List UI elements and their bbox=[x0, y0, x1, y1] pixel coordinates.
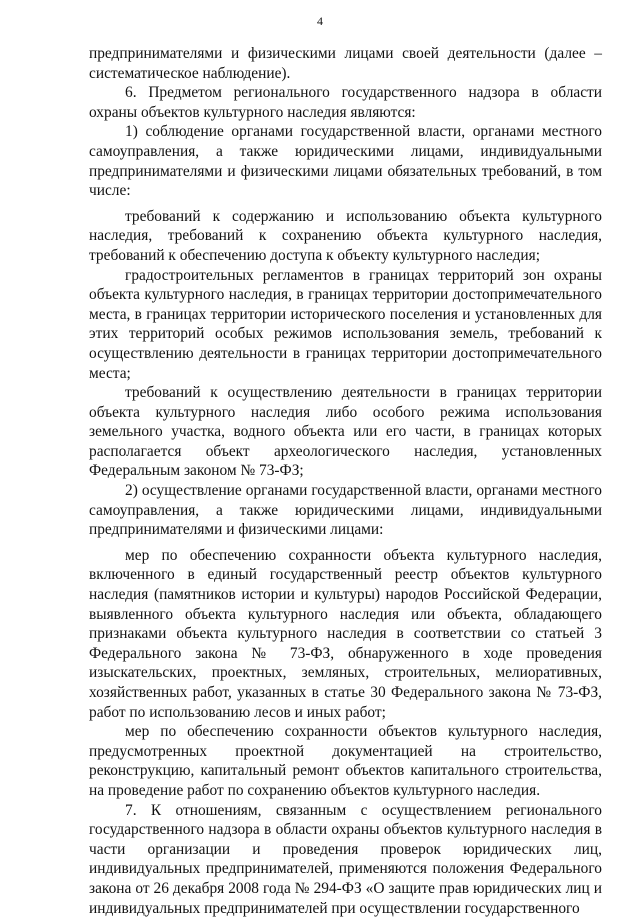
paragraph-urban-regulations: градостроительных регламентов в границах территорий зон охраны объекта культурного наследия, в границах территории достопримечательного места, в границах территории исторического поселения и установленных для этих территорий особых режимов использования земель, требований к осуществлению деятельности в границах территории достопримечательного места; bbox=[89, 266, 602, 382]
body-text bbox=[89, 44, 602, 918]
paragraph-item-7: 7. К отношениям, связанным с осуществлением регионального государственного надзора в области охраны объектов культурного наследия в части организации и проведения проверок юридических лиц, индивидуальных предпринимателей, применяются положения Федерального закона от 26 декабря 2008 года № 294-ФЗ «О защите прав юридических лиц и индивидуальных предпринимателей при осуществлении государственного bbox=[89, 801, 602, 917]
paragraph-subitem-2: 2) осуществление органами государственной власти, органами местного самоуправления, а также юридическими лицами, индивидуальными предпринимателями и физическими лицами: bbox=[89, 482, 602, 539]
paragraph-requirements-activity: требований к осуществлению деятельности в границах территории объекта культурного наследия либо особого режима использования земельного участка, водного объекта или его части, в границах которых располагается объект археологического наследия, установленных Федеральным законом № 73-ФЗ; bbox=[89, 384, 602, 480]
paragraph-subitem-1: 1) соблюдение органами государственной власти, органами местного самоуправления, а также юридическими лицами, индивидуальными предпринимателями и физическими лицами обязательных требований, в том числе: bbox=[89, 123, 602, 200]
paragraph-continuation: предпринимателями и физическими лицами своей деятельности (далее – систематическое наблюдение). bbox=[89, 45, 602, 82]
page-number: 4 bbox=[317, 14, 323, 28]
paragraph-item-6: 6. Предметом регионального государственного надзора в области охраны объектов культурного наследия являются: bbox=[89, 84, 602, 121]
paragraph-requirements-maintenance: требований к содержанию и использованию объекта культурного наследия, требований к сохранению объекта культурного наследия, требований к обеспечению доступа к объекту культурного наследия; bbox=[89, 207, 602, 264]
paragraph-preservation-project: мер по обеспечению сохранности объектов культурного наследия, предусмотренных проектной документацией на строительство, реконструкцию, капитальный ремонт объектов капитального строительства, на проведение работ по сохранению объектов культурного наследия. bbox=[89, 723, 602, 799]
paragraph-preservation-measures: мер по обеспечению сохранности объекта культурного наследия, включенного в единый государственный реестр объектов культурного наследия (памятников истории и культуры) народов Российской Федерации, выявленного объекта культурного наследия или объекта, обладающего признаками объекта культурного наследия в соответствии со статьей 3 Федерального закона № 73-ФЗ, обнаруженного в ходе проведения изыскательских, проектных, земляных, строительных, мелиоративных, хозяйственных работ, указанных в статье 30 Федерального закона № 73-ФЗ, работ по использованию лесов и иных работ; bbox=[89, 546, 602, 721]
